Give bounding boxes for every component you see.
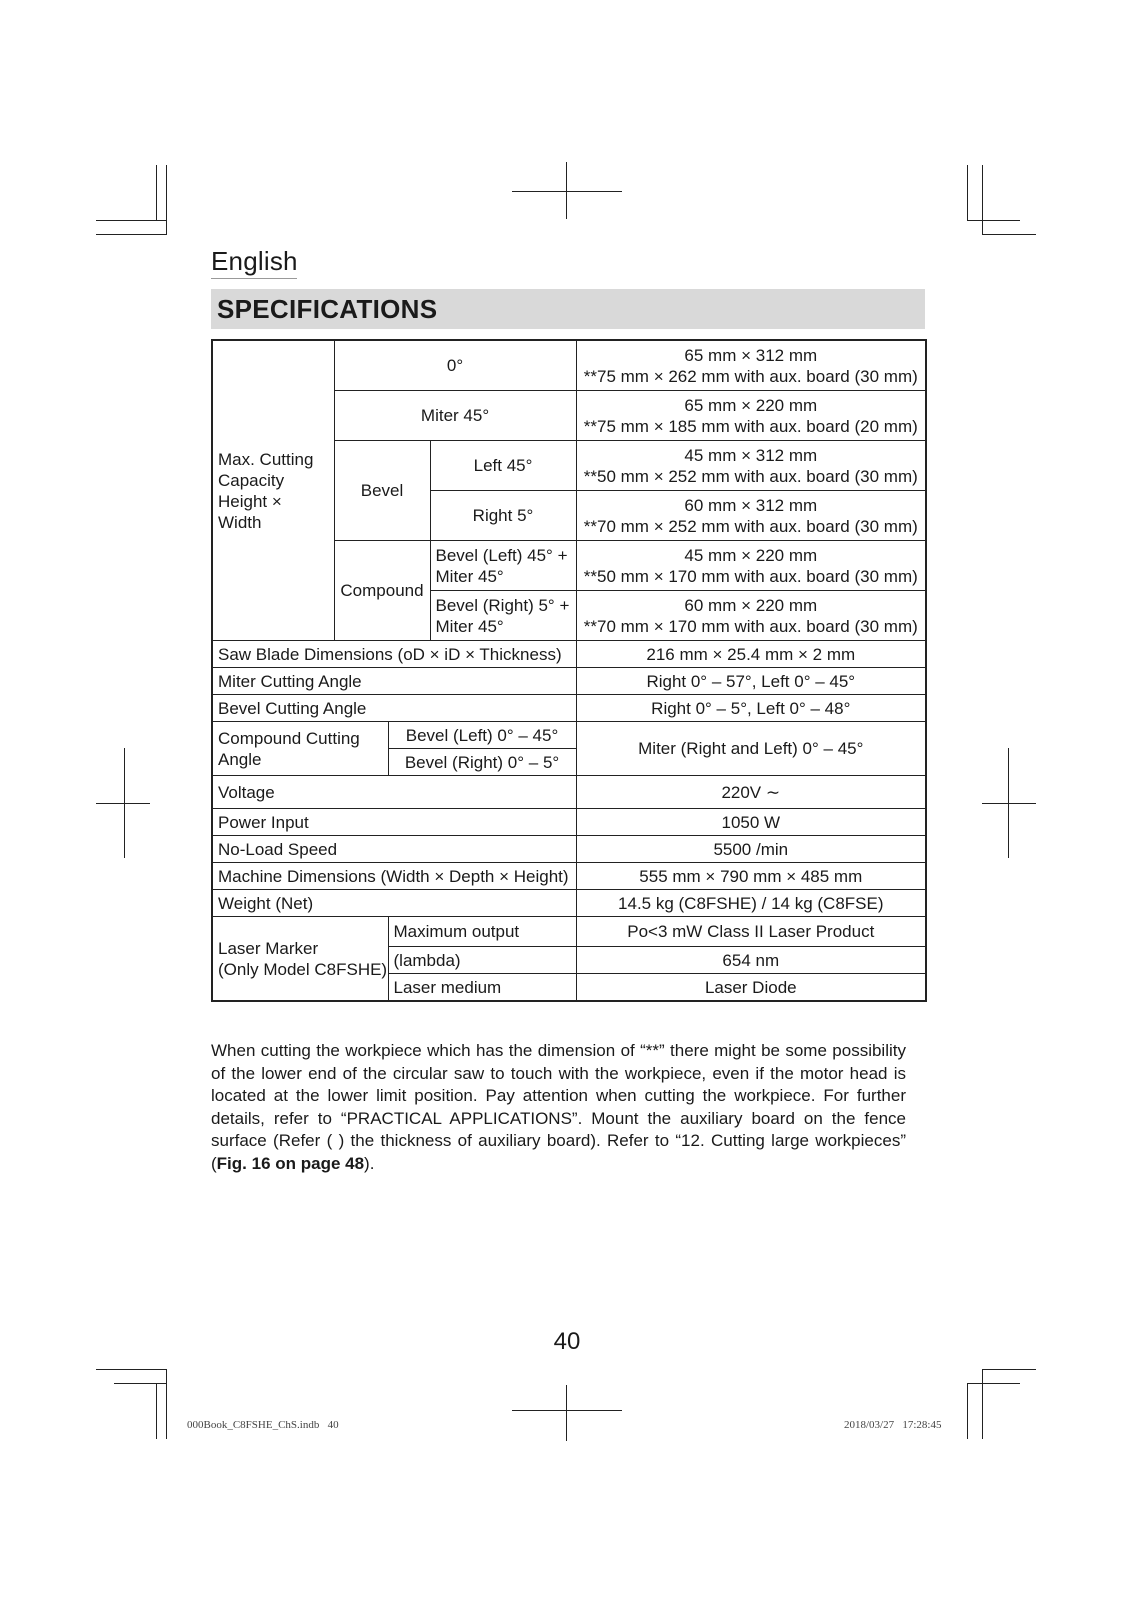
language-label: English xyxy=(211,246,298,276)
voltage-label: Voltage xyxy=(212,776,576,809)
voltage-value: 220V ∼ xyxy=(576,776,926,809)
no-load-speed-label: No-Load Speed xyxy=(212,836,576,863)
power-input-label: Power Input xyxy=(212,809,576,836)
bevel-angle-value: Right 0° – 5°, Left 0° – 48° xyxy=(576,695,926,722)
weight-label: Weight (Net) xyxy=(212,890,576,917)
value-line: **70 mm × 170 mm with aux. board (30 mm) xyxy=(583,616,918,636)
laser-lambda-value: 654 nm xyxy=(576,947,926,974)
footnote-paragraph xyxy=(211,1040,906,1175)
machine-dimensions-value: 555 mm × 790 mm × 485 mm xyxy=(576,863,926,890)
value-line: **50 mm × 170 mm with aux. board (30 mm) xyxy=(583,566,918,586)
page-number: 40 xyxy=(553,1328,581,1355)
compound-angle-label: Compound Cutting Angle xyxy=(212,722,388,776)
table-row xyxy=(212,722,926,749)
crop-mark xyxy=(114,1383,166,1384)
table-row xyxy=(212,668,926,695)
table-row xyxy=(212,695,926,722)
crop-mark xyxy=(566,162,567,219)
miter-45-value xyxy=(576,391,926,441)
compound-angle-value: Miter (Right and Left) 0° – 45° xyxy=(576,722,926,776)
value-line: 65 mm × 312 mm xyxy=(684,345,818,365)
laser-medium-label: Laser medium xyxy=(388,974,576,1002)
value-line: 60 mm × 220 mm xyxy=(684,595,818,615)
crop-mark xyxy=(96,234,166,235)
bevel-angle-label: Bevel Cutting Angle xyxy=(212,695,576,722)
table-row xyxy=(212,340,926,391)
crop-mark xyxy=(967,165,968,221)
miter-angle-value: Right 0° – 57°, Left 0° – 45° xyxy=(576,668,926,695)
footer-filename: 000Book_C8FSHE_ChS.indb 40 xyxy=(187,1419,339,1431)
crop-mark xyxy=(124,748,125,858)
crop-mark xyxy=(982,1369,983,1439)
bevel-right-label: Right 5° xyxy=(430,491,576,541)
crop-mark xyxy=(967,1383,1020,1384)
compound-bevel-right: Bevel (Right) 0° – 5° xyxy=(388,749,576,776)
crop-mark xyxy=(982,803,1036,804)
miter-45-label: Miter 45° xyxy=(334,391,576,441)
value-line: 45 mm × 220 mm xyxy=(684,545,818,565)
laser-medium-value: Laser Diode xyxy=(576,974,926,1002)
footnote-tail: ). xyxy=(364,1153,375,1173)
compound-right-value xyxy=(576,591,926,641)
table-row xyxy=(212,776,926,809)
value-line: 65 mm × 220 mm xyxy=(684,395,818,415)
saw-blade-value: 216 mm × 25.4 mm × 2 mm xyxy=(576,641,926,668)
bevel-label: Bevel xyxy=(334,441,430,541)
compound-label: Compound xyxy=(334,541,430,641)
value-line: **50 mm × 252 mm with aux. board (30 mm) xyxy=(583,466,918,486)
crop-mark xyxy=(166,1369,167,1439)
compound-left-value xyxy=(576,541,926,591)
laser-lambda-label: (lambda) xyxy=(388,947,576,974)
value-line: **75 mm × 262 mm with aux. board (30 mm) xyxy=(583,366,918,386)
crop-mark xyxy=(512,191,622,192)
crop-mark xyxy=(982,165,983,235)
crop-mark xyxy=(166,165,167,235)
laser-marker-label xyxy=(212,917,388,1002)
label-line: Bevel (Right) 5° + xyxy=(435,595,570,615)
language-underline xyxy=(211,278,297,279)
bevel-left-label: Left 45° xyxy=(430,441,576,491)
table-row xyxy=(212,641,926,668)
label-line: Laser Marker xyxy=(218,938,319,958)
label-line: Miter 45° xyxy=(435,566,504,586)
crop-mark xyxy=(114,220,166,221)
specifications-table xyxy=(211,339,927,1002)
footer-timestamp: 2018/03/27 17:28:45 xyxy=(844,1419,942,1431)
table-row xyxy=(212,809,926,836)
machine-dimensions-label: Machine Dimensions (Width × Depth × Height) xyxy=(212,863,576,890)
laser-max-output-value: Po<3 mW Class II Laser Product xyxy=(576,917,926,947)
figure-reference: Fig. 16 on page 48 xyxy=(216,1153,365,1173)
angle-0-value xyxy=(576,340,926,391)
footnote-text: When cutting the workpiece which has the dimension of “**” there might be some possibility of the lower end of the circular saw to touch with the workpiece, even if the motor head is located at the lower limit position. Pay attention when cutting the workpiece. For further details, refer to “PRACTICAL APPLICATIONS”. Mount the auxiliary board on the fence surface (Refer ( ) the thickness of auxiliary board). Refer to “12. Cutting large workpieces” ( xyxy=(211,1041,906,1173)
value-line: 60 mm × 312 mm xyxy=(684,495,818,515)
crop-mark xyxy=(982,1369,1036,1370)
miter-angle-label: Miter Cutting Angle xyxy=(212,668,576,695)
bevel-right-value xyxy=(576,491,926,541)
value-line: **75 mm × 185 mm with aux. board (20 mm) xyxy=(583,416,918,436)
crop-mark xyxy=(982,234,1036,235)
section-header xyxy=(211,289,925,329)
laser-max-output-label: Maximum output xyxy=(388,917,576,947)
crop-mark xyxy=(967,220,1020,221)
angle-0-label: 0° xyxy=(334,340,576,391)
crop-mark xyxy=(96,803,150,804)
label-line: Bevel (Left) 45° + xyxy=(435,545,568,565)
crop-mark xyxy=(566,1385,567,1441)
weight-value: 14.5 kg (C8FSHE) / 14 kg (C8FSE) xyxy=(576,890,926,917)
value-line: **70 mm × 252 mm with aux. board (30 mm) xyxy=(583,516,918,536)
label-line: Miter 45° xyxy=(435,616,504,636)
label-line: (Only Model C8FSHE) xyxy=(218,959,388,979)
table-row xyxy=(212,917,926,947)
compound-right-label xyxy=(430,591,576,641)
compound-bevel-left: Bevel (Left) 0° – 45° xyxy=(388,722,576,749)
table-row xyxy=(212,890,926,917)
section-title: SPECIFICATIONS xyxy=(217,294,438,324)
bevel-left-value xyxy=(576,441,926,491)
max-cutting-capacity-label: Max. Cutting Capacity Height × Width xyxy=(212,340,334,641)
crop-mark xyxy=(967,1383,968,1439)
crop-mark xyxy=(512,1410,622,1411)
crop-mark xyxy=(1008,748,1009,858)
crop-mark xyxy=(96,1369,166,1370)
no-load-speed-value: 5500 /min xyxy=(576,836,926,863)
value-line: 45 mm × 312 mm xyxy=(684,445,818,465)
saw-blade-label: Saw Blade Dimensions (oD × iD × Thickness) xyxy=(212,641,576,668)
crop-mark xyxy=(156,1383,157,1439)
compound-left-label xyxy=(430,541,576,591)
table-row xyxy=(212,863,926,890)
power-input-value: 1050 W xyxy=(576,809,926,836)
crop-mark xyxy=(156,165,157,221)
table-row xyxy=(212,836,926,863)
